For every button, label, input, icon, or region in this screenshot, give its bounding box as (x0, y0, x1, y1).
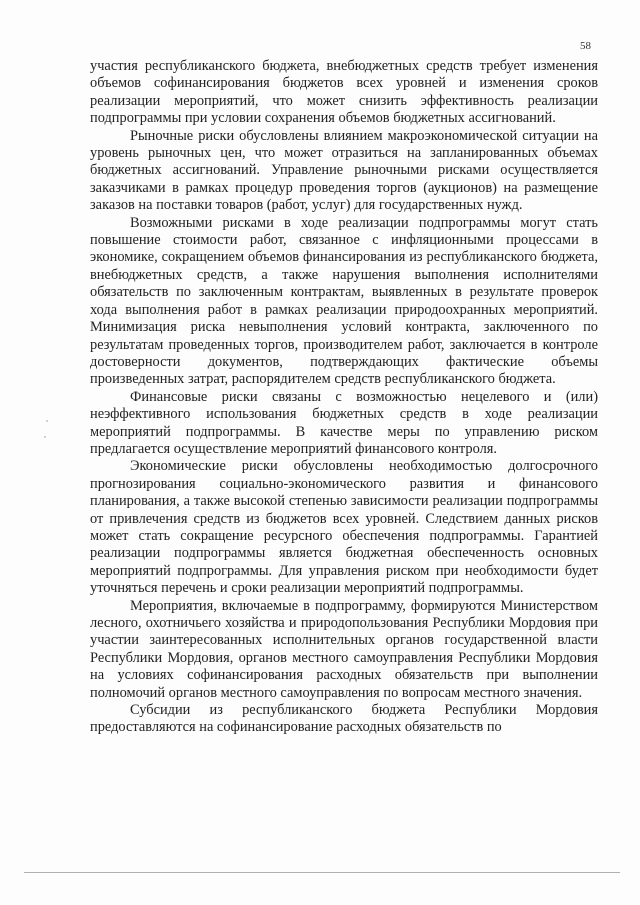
paragraph-financial-risks: Финансовые риски связаны с возможностью нецелевого и (или) неэффективного использования бюджетных средств в ходе реализации мероприятий подпрограммы. В качестве меры по управлению риском предлагается осуществление мероприятий финансового контроля. (90, 388, 598, 457)
paragraph-measures: Мероприятия, включаемые в подпрограмму, формируются Министерством лесного, охотничьего хозяйства и природопользования Республики Мордовия при участии заинтересованных исполнительных органов государственной власти Республики Мордовия, органов местного самоуправления Республики Мордовия на условиях софинансирования расходных обязательств при выполнении полномочий органов местного самоуправления по вопросам местного значения. (90, 597, 598, 701)
paragraph-market-risks: Рыночные риски обусловлены влиянием макроэкономической ситуации на уровень рыночных цен, что может отразиться на запланированных объемах бюджетных ассигнований. Управление рыночными рисками осуществляется заказчиками в рамках процедур проведения торгов (аукционов) на размещение заказов на поставки товаров (работ, услуг) для государственных нужд. (90, 127, 598, 214)
page-number: 58 (580, 40, 591, 52)
paragraph-continuation: участия республиканского бюджета, внебюджетных средств требует изменения объемов софинансирования бюджетов всех уровней и изменения сроков реализации мероприятий, что может снизить эффективность реализации подпрограммы при условии сохранения объемов бюджетных ассигнований. (90, 58, 598, 127)
scan-artifact-dot (46, 420, 48, 422)
paragraph-subsidies: Субсидии из республиканского бюджета Республики Мордовия предоставляются на софинансирование расходных обязательств по (90, 702, 598, 736)
document-body (90, 58, 598, 737)
scan-edge-line (24, 872, 620, 873)
paragraph-possible-risks: Возможными рисками в ходе реализации подпрограммы могут стать повышение стоимости работ, связанное с инфляционными процессами в экономике, сокращением объемов финансирования из республиканского бюджета, внебюджетных средств, а также нарушения выполнения исполнителями обязательств по заключенным контрактам, выявленных в результате проверок хода выполнения работ в рамках реализации природоохранных мероприятий. Минимизация риска невыполнения условий контракта, заключенного по результатам проведенных торгов, производителем работ, заключается в контроле достоверности документов, подтверждающих фактические объемы произведенных затрат, распорядителем средств республиканского бюджета. (90, 214, 598, 388)
scan-artifact-dot (44, 436, 46, 438)
paragraph-economic-risks: Экономические риски обусловлены необходимостью долгосрочного прогнозирования социально-экономического развития и финансового планирования, а также высокой степенью зависимости реализации подпрограммы от привлечения средств из бюджетов всех уровней. Следствием данных рисков может стать сокращение ресурсного обеспечения подпрограммы. Гарантией реализации подпрограммы является бюджетная обеспеченность основных мероприятий подпрограммы. Для управления риском при необходимости будет уточняться перечень и сроки реализации мероприятий подпрограммы. (90, 458, 598, 597)
